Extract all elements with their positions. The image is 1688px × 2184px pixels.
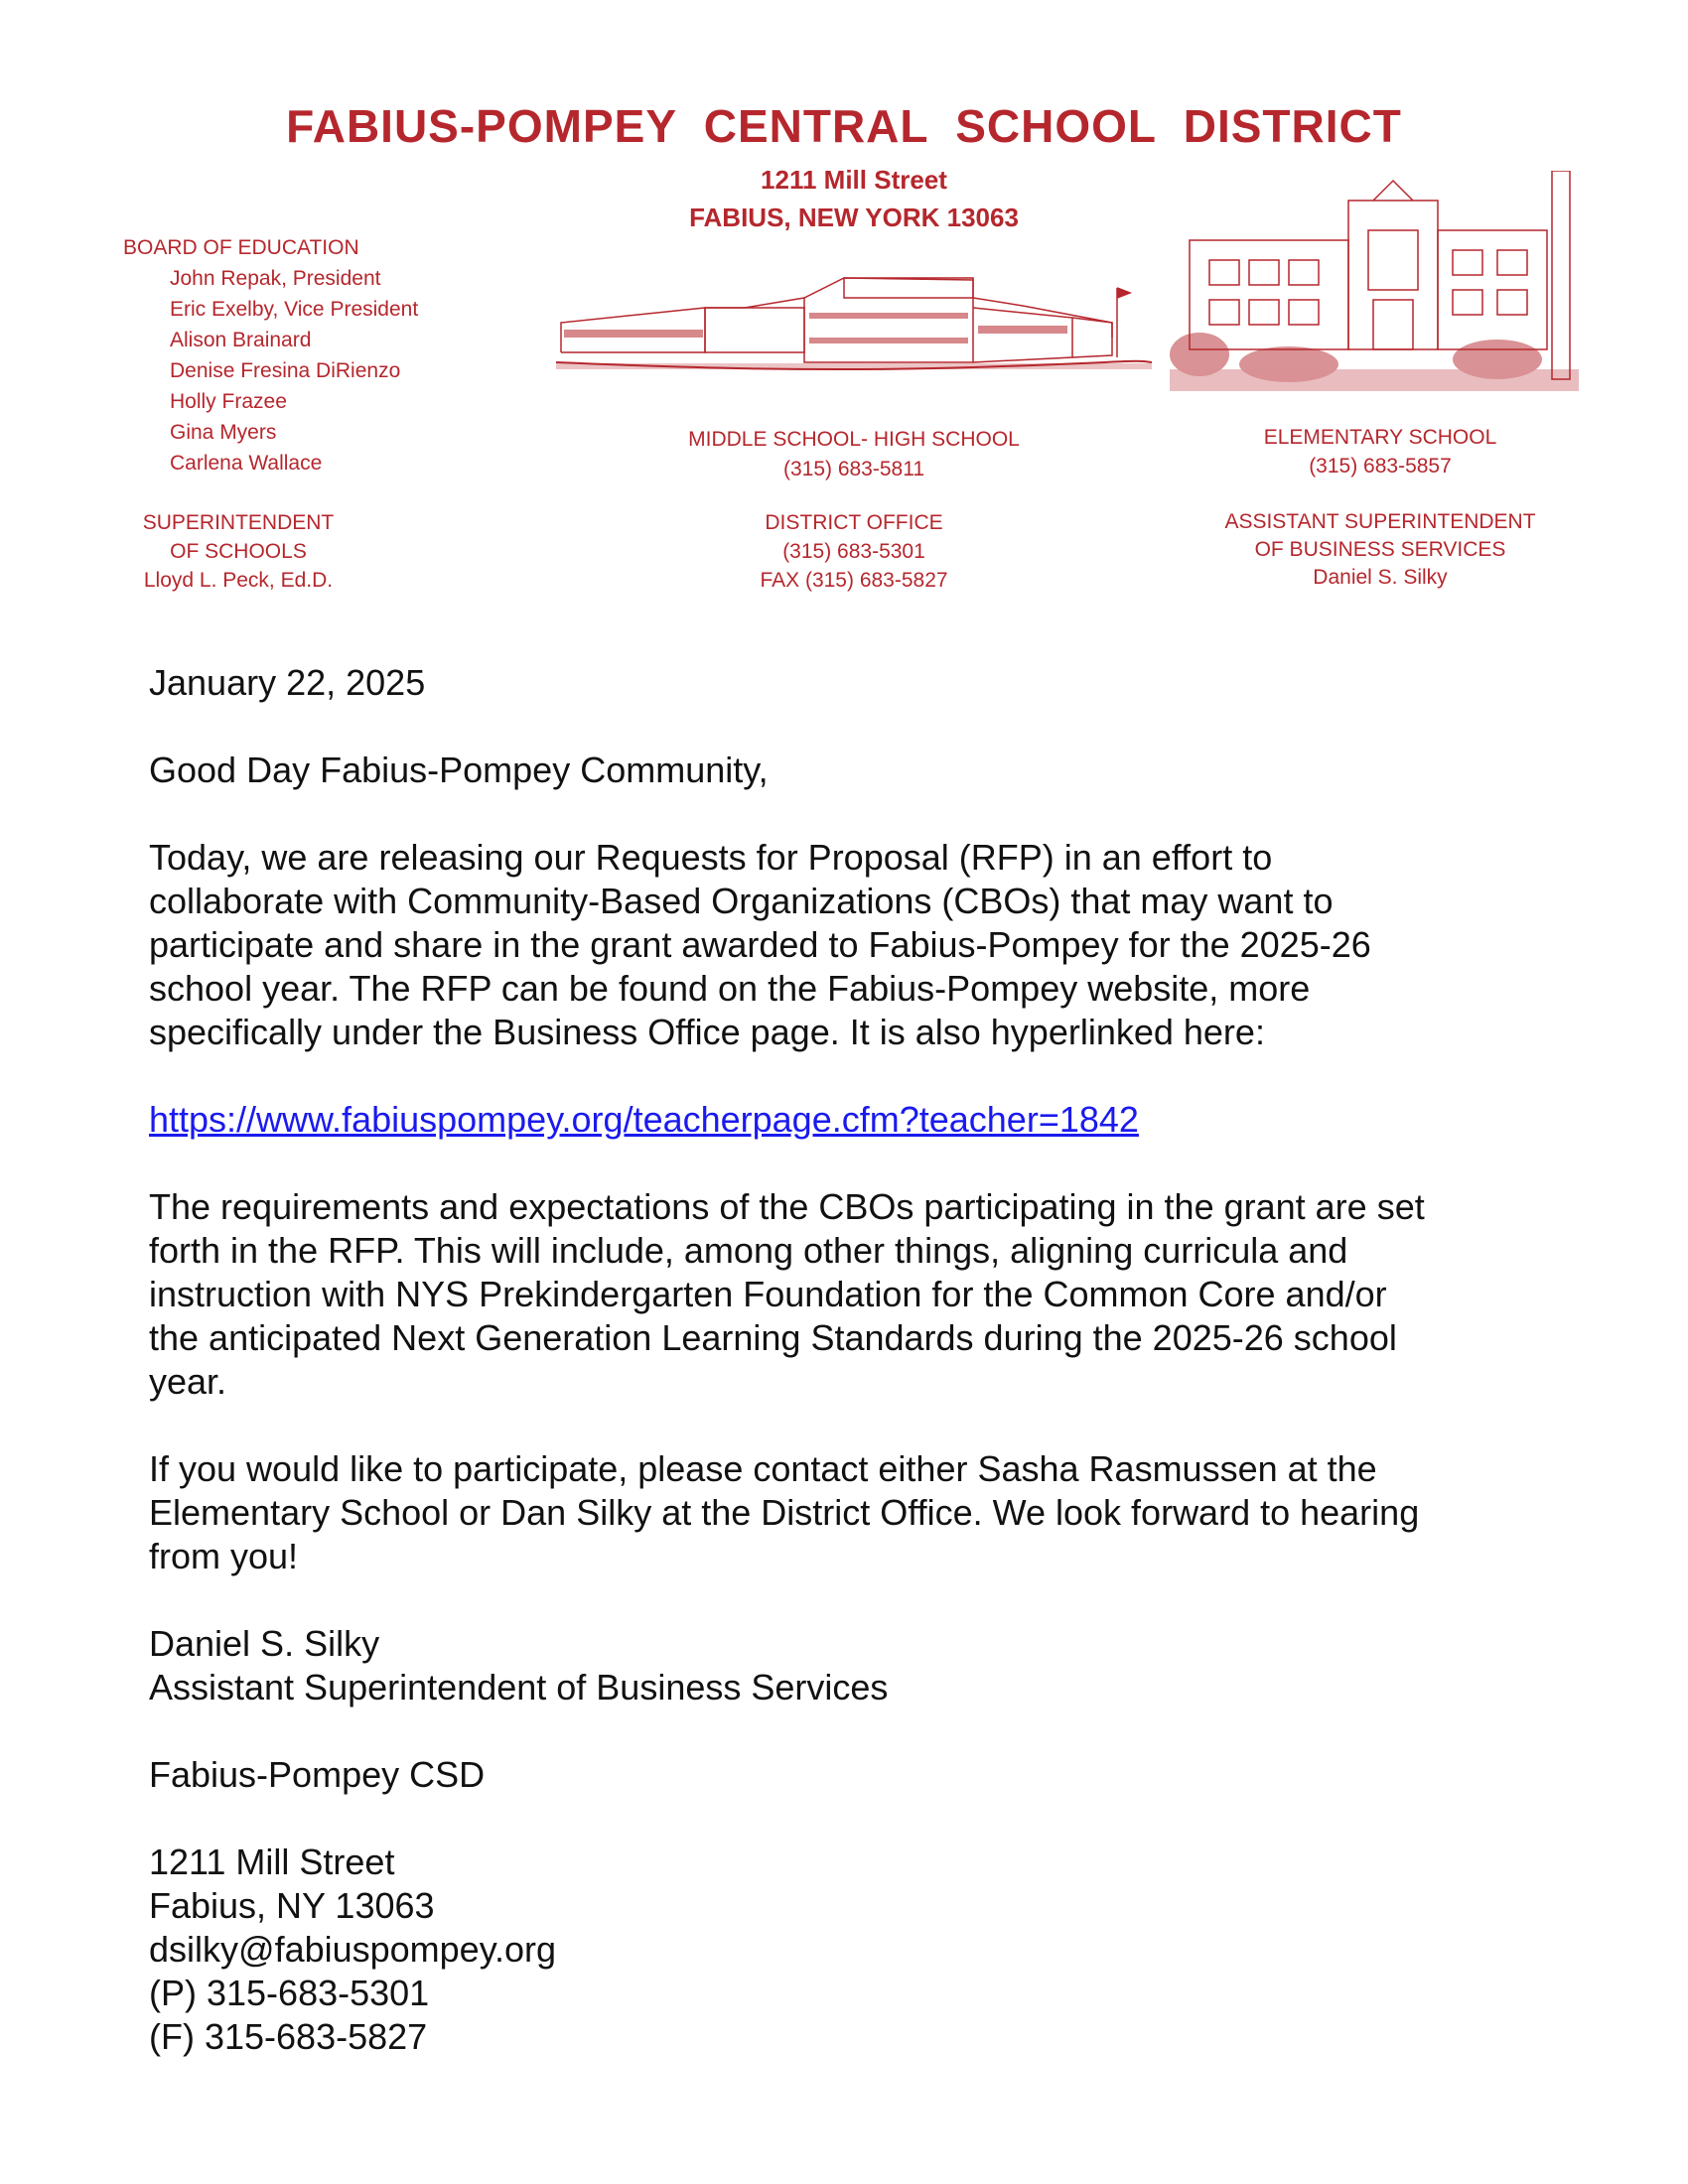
paragraph-line: The requirements and expectations of the CBOs participating in the grant are set — [149, 1186, 1425, 1227]
letter-paragraph-2 — [149, 1185, 1559, 1404]
assistant-superintendent-block — [1172, 508, 1589, 592]
paragraph-line: the anticipated Next Generation Learning Standards during the 2025-26 school — [149, 1317, 1397, 1358]
address-line: Fabius, NY 13063 — [149, 1885, 435, 1926]
contact-phone: (P) 315-683-5301 — [149, 1973, 430, 2013]
board-member: Denise Fresina DiRienzo — [170, 359, 401, 382]
superintendent-title-line2: OF SCHOOLS — [170, 540, 307, 563]
superintendent-name: Lloyd L. Peck, Ed.D. — [143, 569, 334, 592]
letter-body — [149, 661, 1559, 2059]
address-line: 1211 Mill Street — [149, 1842, 395, 1882]
letter-paragraph-1 — [149, 836, 1559, 1054]
paragraph-line: school year. The RFP can be found on the Fabius-Pompey website, more — [149, 968, 1311, 1009]
paragraph-line: specifically under the Business Office page. It is also hyperlinked here: — [149, 1012, 1265, 1052]
assistant-superintendent-line2: OF BUSINESS SERVICES — [1254, 538, 1506, 561]
superintendent-title-line1: SUPERINTENDENT — [142, 511, 335, 534]
elementary-school-drawing — [1170, 171, 1579, 391]
middle-high-school-block — [626, 425, 1082, 484]
paragraph-line: instruction with NYS Prekindergarten Foundation for the Common Core and/or — [149, 1274, 1387, 1314]
middle-high-school-label: MIDDLE SCHOOL- HIGH SCHOOL — [688, 428, 1020, 451]
assistant-superintendent-name: Daniel S. Silky — [1313, 566, 1448, 589]
superintendent-block — [119, 508, 357, 595]
board-member: Gina Myers — [170, 421, 277, 444]
board-member: Carlena Wallace — [170, 452, 323, 475]
signature-organization: Fabius-Pompey CSD — [149, 1754, 486, 1795]
district-office-block — [675, 508, 1033, 595]
board-member: Eric Exelby, Vice President — [170, 298, 419, 321]
letter-link-paragraph — [149, 1098, 1559, 1142]
paragraph-line: from you! — [149, 1536, 299, 1576]
signature-name: Daniel S. Silky — [149, 1623, 380, 1664]
district-office-phone: (315) 683-5301 — [782, 540, 925, 563]
board-member: Holly Frazee — [170, 390, 287, 413]
district-name: FABIUS-POMPEY CENTRAL SCHOOL DISTRICT — [286, 100, 1402, 152]
district-street: 1211 Mill Street — [761, 165, 947, 195]
assistant-superintendent-line1: ASSISTANT SUPERINTENDENT — [1224, 510, 1536, 533]
elementary-school-label: ELEMENTARY SCHOOL — [1263, 426, 1497, 449]
paragraph-line: Today, we are releasing our Requests for Proposal (RFP) in an effort to — [149, 837, 1273, 878]
contact-email: dsilky@fabiuspompey.org — [149, 1929, 557, 1970]
paragraph-line: Elementary School or Dan Silky at the District Office. We look forward to hearing — [149, 1492, 1420, 1533]
district-office-fax: FAX (315) 683-5827 — [760, 569, 948, 592]
signature-title: Assistant Superintendent of Business Services — [149, 1667, 889, 1707]
district-city: FABIUS, NEW YORK 13063 — [689, 203, 1019, 232]
middle-high-school-phone: (315) 683-5811 — [782, 458, 925, 480]
letter-greeting: Good Day Fabius-Pompey Community, — [149, 750, 769, 790]
rfp-link[interactable]: https://www.fabiuspompey.org/teacherpage.cfm?teacher=1842 — [149, 1099, 1139, 1140]
board-heading: BOARD OF EDUCATION — [123, 236, 359, 259]
paragraph-line: If you would like to participate, please contact either Sasha Rasmussen at the — [149, 1448, 1377, 1489]
letter-paragraph-3 — [149, 1447, 1559, 1578]
district-office-label: DISTRICT OFFICE — [765, 511, 943, 534]
contact-fax: (F) 315-683-5827 — [149, 2016, 428, 2057]
board-member: John Repak, President — [170, 267, 381, 290]
elementary-school-block — [1192, 423, 1569, 480]
board-of-education — [123, 232, 418, 478]
paragraph-line: collaborate with Community-Based Organizations (CBOs) that may want to — [149, 881, 1334, 921]
elementary-school-phone: (315) 683-5857 — [1309, 455, 1452, 478]
paragraph-line: participate and share in the grant awarded to Fabius-Pompey for the 2025-26 — [149, 924, 1371, 965]
contact-address — [149, 1841, 1559, 2059]
board-member: Alison Brainard — [170, 329, 312, 351]
paragraph-line: forth in the RFP. This will include, among other things, aligning curricula and — [149, 1230, 1348, 1271]
middle-high-school-drawing — [556, 268, 1152, 387]
letter-date: January 22, 2025 — [149, 662, 426, 703]
paragraph-line: year. — [149, 1361, 227, 1402]
signature-block — [149, 1622, 1559, 1709]
